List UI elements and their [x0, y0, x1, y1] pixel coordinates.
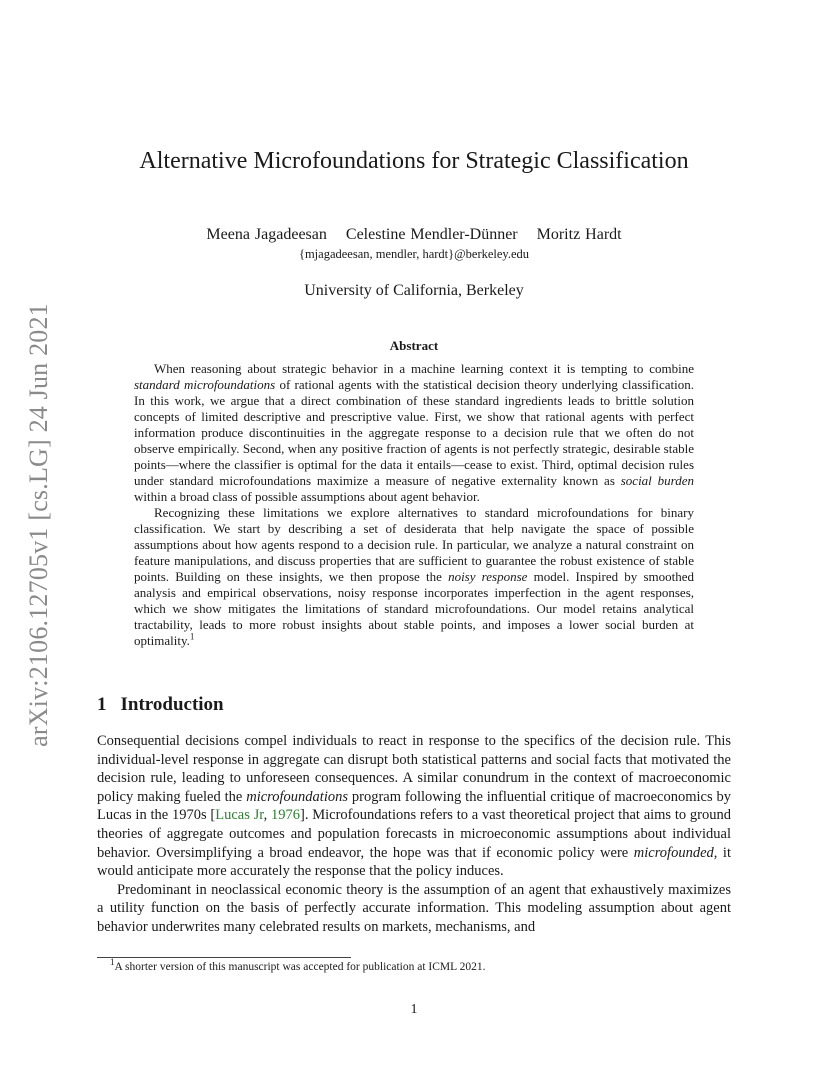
body-text: program following the influential critique of macroeconomics by Lucas in the 1970s [	[97, 788, 731, 824]
author-list	[0, 226, 828, 244]
page-number: 1	[410, 1002, 418, 1017]
author-name: Celestine Mendler-Dünner	[345, 226, 518, 243]
section-title: Introduction	[120, 694, 224, 715]
footnote-divider	[97, 957, 351, 958]
body-paragraph: Predominant in neoclassical economic theory is the assumption of an agent that exhaustively maximizes a utility function on the basis of perfectly accurate information. This modeling assumption about agent behavior underwrites many celebrated results on markets, mechanisms, and	[97, 881, 731, 935]
abstract-body	[134, 361, 694, 649]
emphasis-text: microfoundations	[246, 788, 348, 805]
emphasis-text: standard microfoundations	[134, 377, 276, 392]
abstract-text: Recognizing these limitations we explore alternatives to standard microfoundations for binary classification. We start by describing a set of desiderata that help navigate the space of possible assumptions about how agents respond to a decision rule. In particular, we analyze a natural constraint on feature manipulations, and discuss properties that are sufficient to guarantee the robust existence of stable points. Building on these insights, we then propose the	[134, 505, 694, 584]
footnote-marker[interactable]: 1	[189, 631, 195, 642]
emphasis-text: social burden	[620, 473, 694, 488]
section-heading	[97, 694, 224, 716]
author-name: Moritz Hardt	[536, 226, 622, 243]
abstract-paragraph	[134, 361, 694, 505]
author-name: Meena Jagadeesan	[206, 226, 327, 243]
body-text: ,	[263, 807, 271, 824]
affiliation: University of California, Berkeley	[304, 282, 524, 299]
footnote	[110, 957, 486, 973]
citation-link[interactable]: Lucas Jr	[215, 807, 264, 824]
arxiv-id-text: arXiv:2106.12705v1 [cs.LG] 24 Jun 2021	[24, 303, 53, 747]
body-text: , it would anticipate more accurately the response that the policy induces.	[97, 844, 731, 880]
abstract-paragraph	[134, 505, 694, 649]
abstract-text: within a broad class of possible assumptions about agent behavior.	[134, 489, 480, 504]
author-emails: {mjagadeesan, mendler, hardt}@berkeley.edu	[298, 247, 530, 261]
abstract-text: model. Inspired by smoothed analysis and empirical observations, noisy response incorporates imperfection in the agent responses, which we show mitigates the limitations of standard microfoundations. Our model retains analytical tractability, leads to more robust insights about stable points, and imposes a lower social burden at optimality.	[134, 569, 694, 648]
emphasis-text: microfounded	[633, 844, 714, 861]
abstract-heading: Abstract	[389, 338, 439, 353]
section-number: 1	[97, 694, 107, 715]
abstract-text: When reasoning about strategic behavior in a machine learning context it is tempting to combine	[154, 361, 694, 376]
citation-year-link[interactable]: 1976	[270, 807, 300, 824]
arxiv-identifier	[16, 290, 62, 760]
footnote-number: 1	[110, 957, 115, 968]
emphasis-text: noisy response	[448, 569, 528, 584]
body-text: ]. Microfoundations refers to a vast theoretical project that aims to ground theories of aggregate outcomes and population forecasts in microeconomic assumptions about individual behavior. Oversimplifying a broad endeavor, the hope was that if economic policy were	[97, 807, 732, 861]
body-text: Consequential decisions compel individuals to react in response to the specifics of the decision rule. This individual-level response in aggregate can disrupt both statistical patterns and social facts that motivated the decision rule, leading to unforeseen consequences. A similar conundrum in the context of macroeconomic policy making fueled the	[97, 733, 731, 805]
footnote-text: A shorter version of this manuscript was accepted for publication at ICML 2021.	[114, 961, 486, 973]
paper-title: Alternative Microfoundations for Strategic Classification	[139, 148, 689, 174]
body-paragraph	[97, 732, 731, 881]
abstract-text: of rational agents with the statistical decision theory underlying classification. In this work, we argue that a direct combination of these standard ingredients leads to brittle solution concepts of limited descriptive and prescriptive value. First, we show that rational agents with perfect information produce discontinuities in the aggregate response to a decision rule that we often do not observe empirically. Second, when any positive fraction of agents is not perfectly strategic, desirable stable points—where the classifier is optimal for the data it entails—cease to exist. Third, optimal decision rules under standard microfoundations maximize a measure of negative externality known as	[134, 377, 694, 488]
introduction-body	[97, 732, 731, 937]
